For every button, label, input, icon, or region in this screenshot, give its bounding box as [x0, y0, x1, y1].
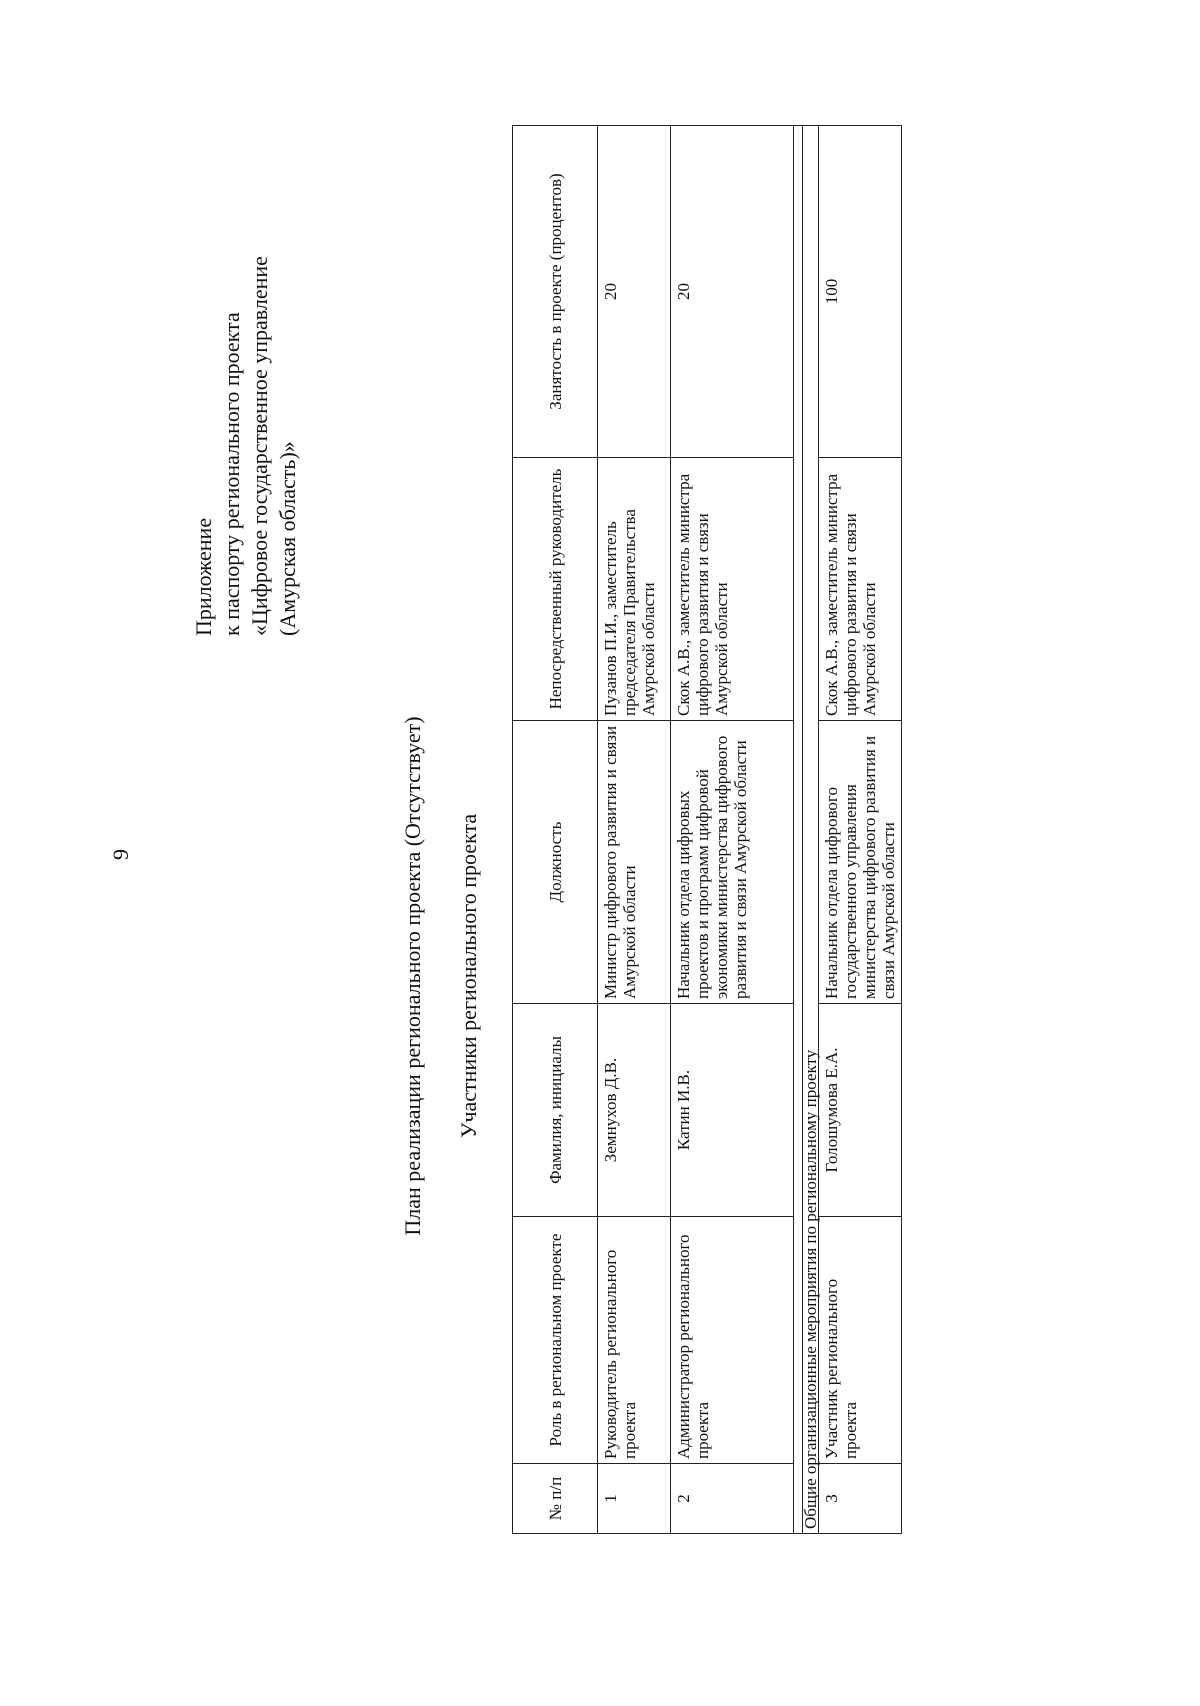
cell-name: Катин И.В.: [671, 1004, 794, 1217]
appendix-block: [190, 256, 302, 636]
cell-position: Начальник отдела цифровых проектов и программ цифровой экономики министерства цифрового развития и связи Амурской области: [671, 721, 794, 1004]
header-role: Роль в региональном проекте: [513, 1217, 598, 1464]
cell-name: Голошумова Е.А.: [819, 1004, 902, 1217]
cell-load: 20: [671, 126, 794, 458]
cell-role: Администратор регионального проекта: [671, 1217, 794, 1464]
header-supervisor: Непосредственный руководитель: [513, 458, 598, 721]
participants-title: Участники регионального проекта: [456, 813, 481, 1139]
table-header-row: [513, 126, 598, 1534]
cell-load: 100: [819, 126, 902, 458]
cell-position: Министр цифрового развития и связи Амурской области: [598, 721, 671, 1004]
header-load: Занятость в проекте (процентов): [513, 126, 598, 458]
header-number: № п/п: [513, 1464, 598, 1534]
cell-number: 3: [819, 1464, 902, 1534]
cell-number: 1: [598, 1464, 671, 1534]
cell-supervisor: Скок А.В., заместитель министра цифрового развития и связи Амурской области: [819, 458, 902, 721]
page-number: 9: [108, 849, 133, 860]
cell-load: 20: [598, 126, 671, 458]
appendix-line: Приложение: [191, 517, 216, 636]
plan-title: План реализации регионального проекта (Отсутствует): [400, 716, 425, 1236]
cell-position: Начальник отдела цифрового государственного управления министерства цифрового развития и связи Амурской области: [819, 721, 902, 1004]
appendix-line: к паспорту регионального проекта: [219, 312, 244, 636]
appendix-line: «Цифровое государственное управление: [247, 256, 272, 636]
cell-role: Руководитель регионального проекта: [598, 1217, 671, 1464]
cell-number: 2: [671, 1464, 794, 1534]
cell-name: Земнухов Д.В.: [598, 1004, 671, 1217]
table-row: [598, 126, 671, 1534]
cell-supervisor: Скок А.В., заместитель министра цифрового развития и связи Амурской области: [671, 458, 794, 721]
cell-supervisor: Пузанов П.И., заместитель председателя Правительства Амурской области: [598, 458, 671, 721]
table-row: [819, 126, 902, 1534]
cell-role: Участник регионального проекта: [819, 1217, 902, 1464]
table-row: [671, 126, 794, 1534]
appendix-line: (Амурская область)»: [275, 441, 300, 636]
header-position: Должность: [513, 721, 598, 1004]
header-name: Фамилия, инициалы: [513, 1004, 598, 1217]
section-label: Общие организационные мероприятия по региональному проекту: [803, 126, 819, 1534]
table-section-row: [803, 126, 819, 1534]
participants-table: [512, 125, 902, 1534]
